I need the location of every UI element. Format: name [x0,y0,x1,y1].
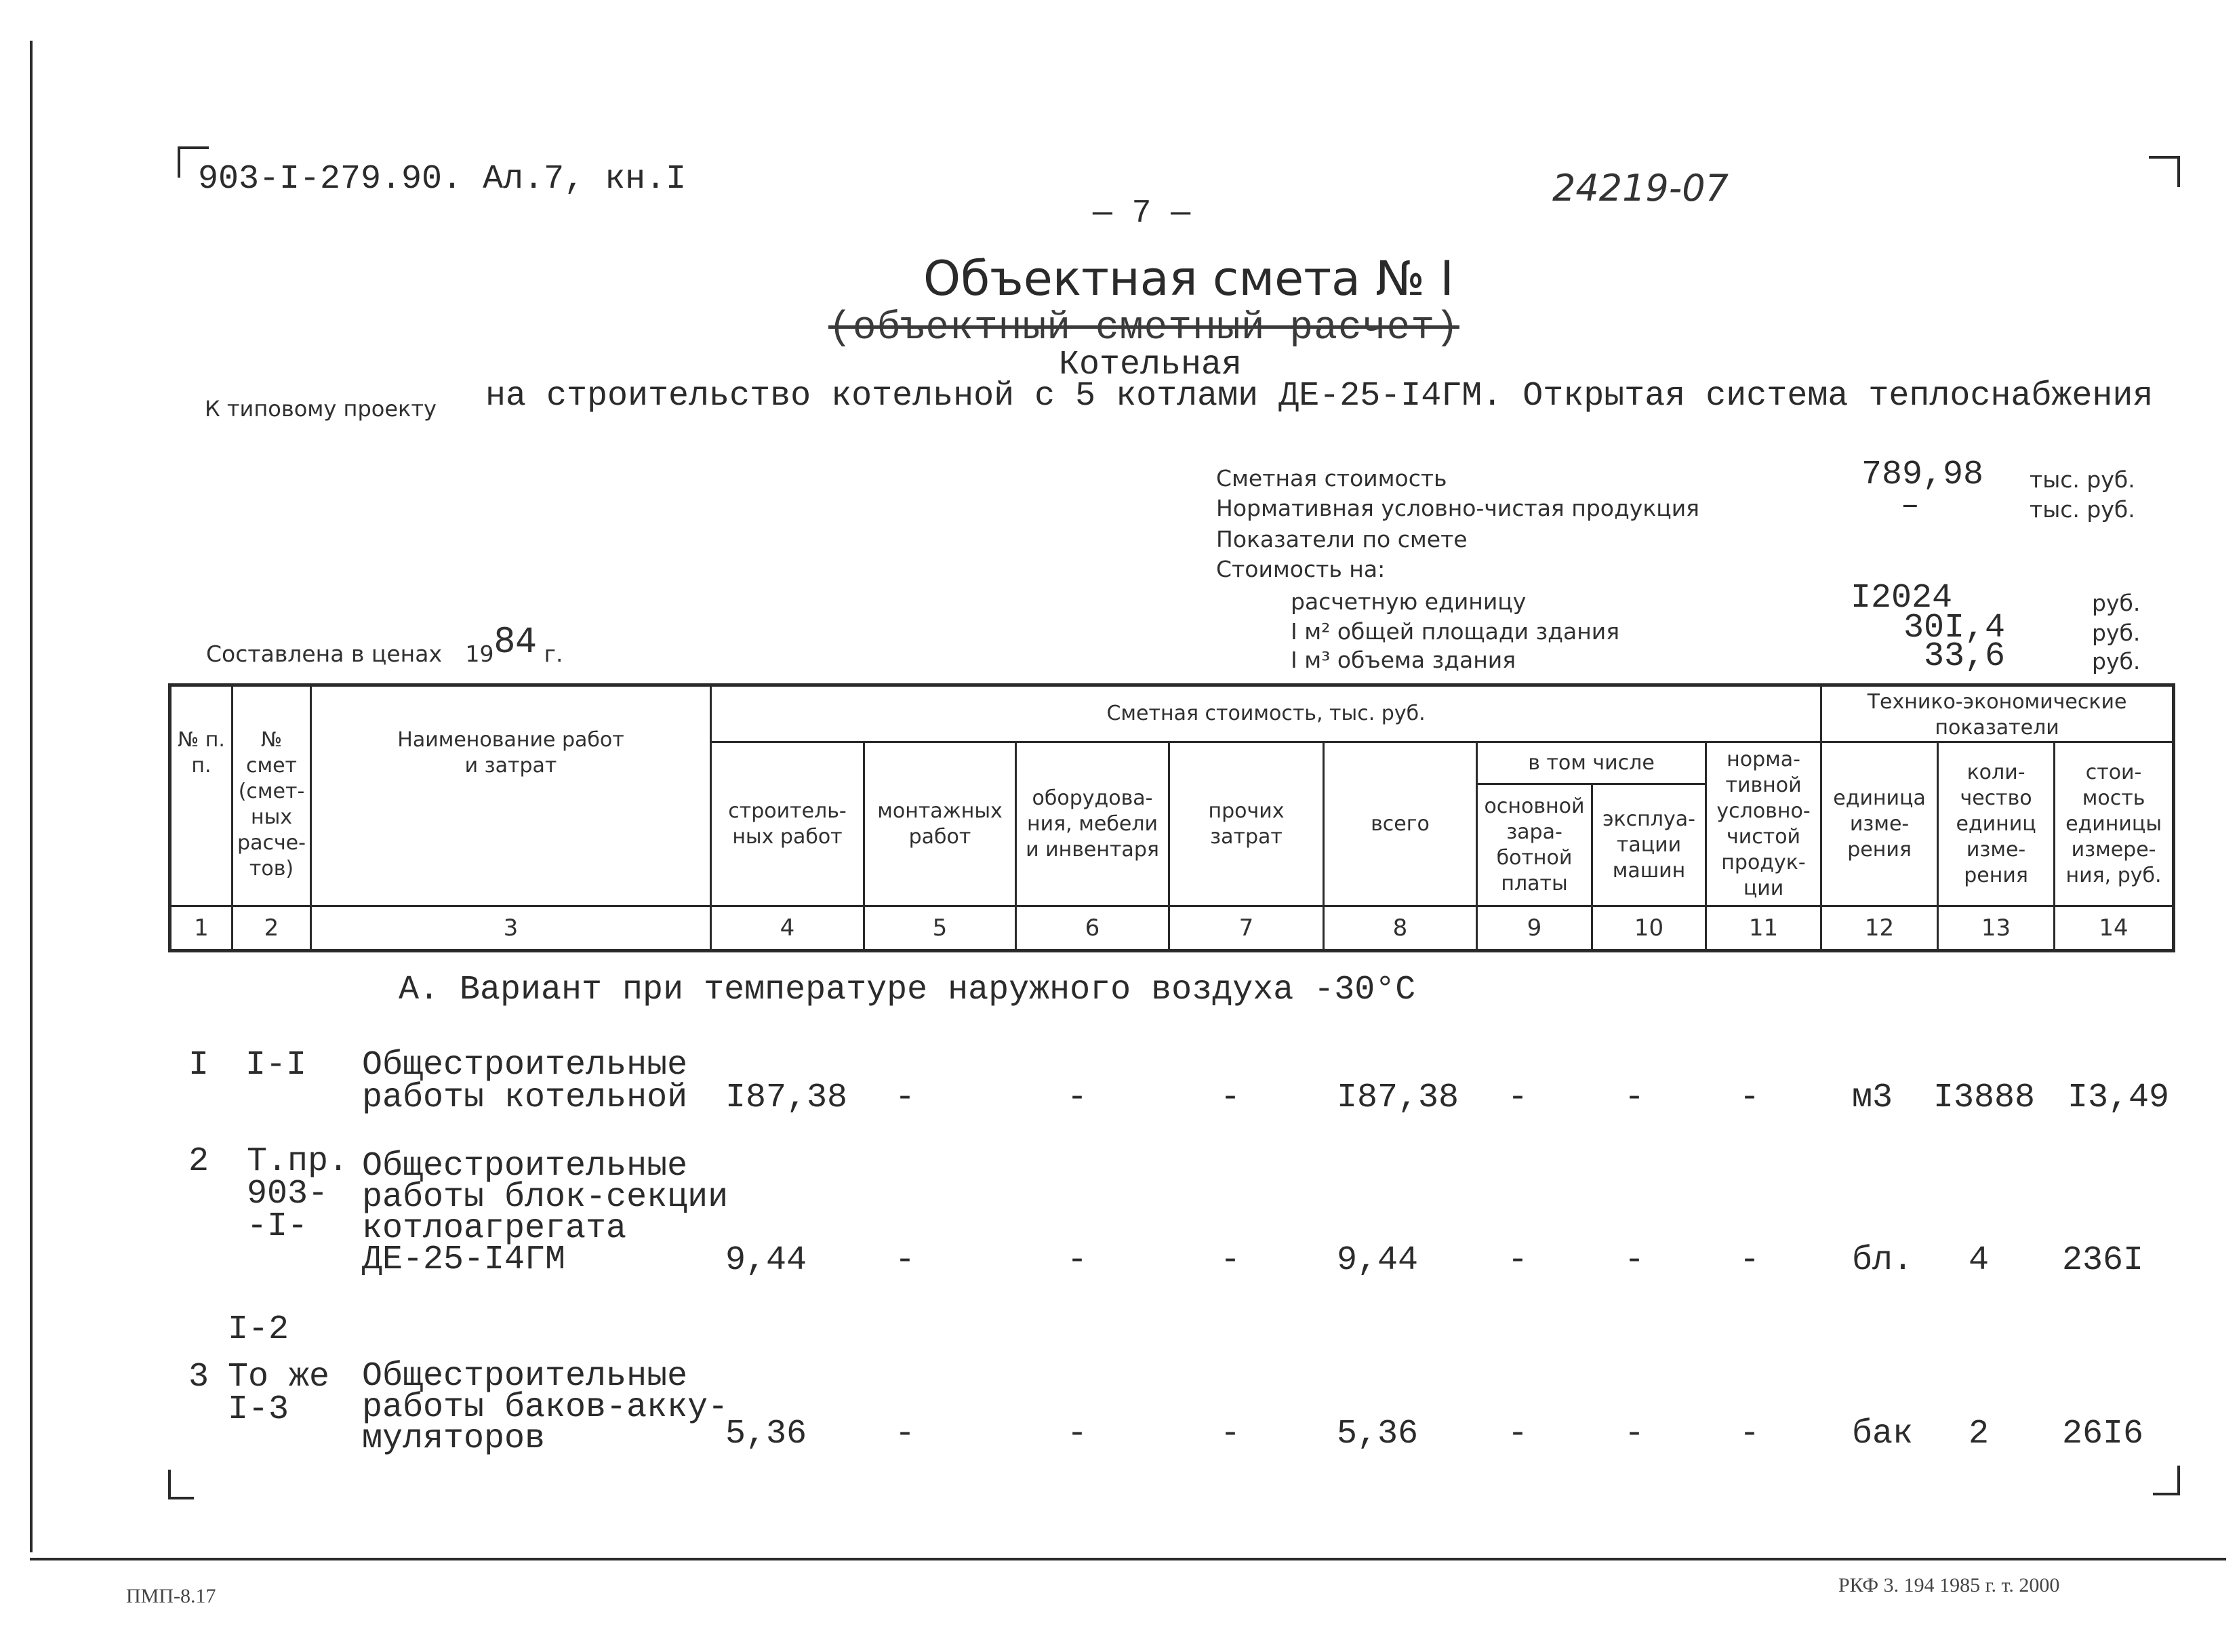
page-number: — 7 — [1093,195,1191,232]
row3-salary: - [1508,1415,1529,1453]
col-header-total: всего [1324,742,1477,906]
row1-estimate: I-I [245,1046,307,1085]
col-number-9: 9 [1477,906,1592,951]
row1-installation: - [895,1079,916,1117]
bottom-margin-line [30,1558,2226,1560]
col-number-5: 5 [864,906,1016,951]
col-number-6: 6 [1016,906,1169,951]
row1-other: - [1220,1079,1241,1117]
estimated-cost-value: 789,98 [1861,456,1984,494]
col-header-machines: эксплуа-тации машин [1592,784,1706,906]
col-header-unit-cost: стои-мость единицы измере-ния, руб. [2055,742,2174,906]
row1-equipment: - [1067,1079,1088,1117]
estimated-cost-unit: тыс. руб. [2030,466,2135,493]
corner-bottom-right-v [2177,1466,2180,1495]
row2-name: Общестроительные работы блок-секции котлоагрегата ДЕ-25-I4ГМ [362,1147,729,1279]
row2-salary: - [1508,1241,1529,1280]
row2-number: 2 [188,1142,209,1181]
row2-unit-cost: 236I [2062,1241,2144,1280]
row3-machines: - [1624,1415,1645,1453]
corner-bottom-right-h [2153,1493,2180,1495]
struck-subtitle: (объектный сметный расчет) [828,306,1459,350]
prices-year: 84 [493,621,538,660]
object-name: Котельная [1059,346,1243,384]
row2-quantity: 4 [1969,1241,1990,1280]
per-unit-unit: руб. [2092,590,2141,616]
col-number-4: 4 [711,906,864,951]
estimated-cost-label: Сметная стоимость [1216,465,1447,491]
col-number-3: 3 [311,906,711,951]
col-number-8: 8 [1324,906,1477,951]
row3-unit: бак [1852,1415,1914,1453]
row1-name: Общестроительные работы котельной [362,1046,688,1117]
row3-installation: - [895,1415,916,1453]
row2-normative: - [1739,1241,1760,1280]
row2-construction: 9,44 [725,1241,807,1280]
col-header-other: прочих затрат [1169,742,1324,906]
row3-quantity: 2 [1969,1415,1990,1453]
col-header-normative: норма-тивной условно-чистой продук-ции [1706,742,1821,906]
indicators-label: Показатели по смете [1216,526,1468,552]
per-m2-value: 30I,4 [1903,609,2006,647]
project-prefix: К типовому проекту [205,396,437,422]
cost-per-label: Стоимость на: [1216,556,1386,582]
corner-top-left-h [178,146,209,149]
row1-salary: - [1508,1079,1529,1117]
col-header-unit: единица изме-рения [1821,742,1938,906]
col-number-12: 12 [1821,906,1938,951]
normative-value: – [1901,488,1920,523]
per-unit-value: I2024 [1851,579,1953,618]
per-unit-label: расчетную единицу [1291,588,1527,615]
col-subgroup-including: в том числе [1477,742,1706,784]
row2-equipment: - [1067,1241,1088,1280]
row2-machines: - [1624,1241,1645,1280]
col-header-quantity: коли-чество единиц изме-рения [1938,742,2055,906]
prices-year-prefix: 19 [465,641,494,667]
row1-total: I87,38 [1337,1079,1459,1117]
row2-other: - [1220,1241,1241,1280]
corner-bottom-left-v [168,1470,171,1499]
row3-number: 3 [188,1358,209,1396]
col-header-number: № п. п. [170,685,233,906]
col-number-13: 13 [1938,906,2055,951]
footer-left-code: ПМП-8.17 [126,1585,216,1607]
normative-unit: тыс. руб. [2030,496,2135,523]
row1-number: I [188,1046,209,1085]
col-header-estimate: № смет (смет-ных расче-тов) [233,685,311,906]
col-number-11: 11 [1706,906,1821,951]
row1-normative: - [1739,1079,1760,1117]
page-title: Объектная смета № I [923,251,1454,306]
normative-label: Нормативная условно-чистая продукция [1216,495,1700,521]
project-name: на строительство котельной с 5 котлами ДЕ-25-I4ГМ. Открытая система теплоснабжения [485,377,2154,416]
per-m3-label: I м³ объема здания [1291,647,1516,673]
row3-estimate: То же I-3 [228,1358,330,1429]
per-m2-label: I м² общей площади здания [1291,618,1620,645]
col-number-10: 10 [1592,906,1706,951]
row3-construction: 5,36 [725,1415,807,1453]
col-header-salary: основной зара-ботной платы [1477,784,1592,906]
corner-top-left-v [178,146,180,178]
row1-machines: - [1624,1079,1645,1117]
per-m2-unit: руб. [2092,620,2141,646]
row1-construction: I87,38 [725,1079,848,1117]
row1-unit-cost: I3,49 [2067,1079,2170,1117]
row2-estimate-continuation: I-2 [228,1310,289,1349]
prices-year-suffix: г. [544,641,563,667]
left-margin-line [30,41,33,1552]
col-number-1: 1 [170,906,233,951]
row1-unit: м3 [1852,1079,1893,1117]
row2-unit: бл. [1852,1241,1914,1280]
corner-top-right-v [2177,156,2180,187]
col-number-7: 7 [1169,906,1324,951]
row2-estimate: Т.пр. 903- -I- [247,1142,349,1246]
corner-top-right-h [2149,156,2180,159]
row3-equipment: - [1067,1415,1088,1453]
row2-total: 9,44 [1337,1241,1419,1280]
row2-installation: - [895,1241,916,1280]
row3-unit-cost: 26I6 [2062,1415,2144,1453]
row3-name: Общестроительные работы баков-акку- муляторов [362,1357,729,1458]
row3-other: - [1220,1415,1241,1453]
prices-label [206,621,563,670]
col-number-14: 14 [2055,906,2174,951]
col-group-estimated-cost: Сметная стоимость, тыс. руб. [711,685,1821,742]
document-code: 903-I-279.90. Ал.7, кн.I [198,160,687,199]
corner-bottom-left-h [168,1497,194,1499]
row1-quantity: I3888 [1933,1079,2036,1117]
per-m3-value: 33,6 [1924,637,2006,676]
section-title: А. Вариант при температуре наружного воздуха -30°С [399,971,1416,1009]
col-header-installation: монтажных работ [864,742,1016,906]
handwritten-inventory-number: 24219-07 [1552,167,1729,209]
col-number-2: 2 [233,906,311,951]
footer-right-code: РКФ 3. 194 1985 г. т. 2000 [1838,1574,2060,1596]
col-header-equipment: оборудова-ния, мебели и инвентаря [1016,742,1169,906]
row3-total: 5,36 [1337,1415,1419,1453]
per-m3-unit: руб. [2092,648,2141,674]
estimate-table-header [168,683,2175,952]
col-header-name: Наименование работ и затрат [311,685,711,906]
col-header-construction: строитель-ных работ [711,742,864,906]
prices-label-text: Составлена в ценах [206,641,442,667]
col-group-tech-indicators: Технико-экономические показатели [1821,685,2174,742]
row3-normative: - [1739,1415,1760,1453]
